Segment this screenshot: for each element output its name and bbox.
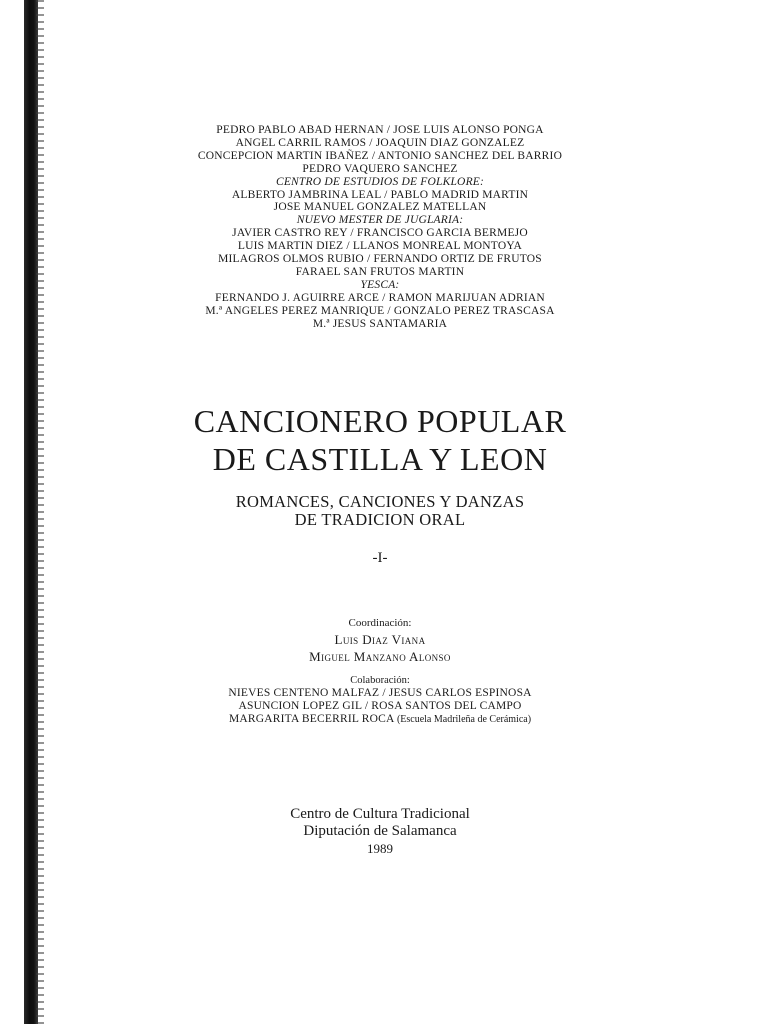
group-heading-yesca: YESCA: [360,278,400,291]
credit-line: JAVIER CASTRO REY / FRANCISCO GARCIA BERMEJO [232,227,528,240]
credit-line: JOSE MANUEL GONZALEZ MATELLAN [273,201,487,214]
collaborator-line: ASUNCION LOPEZ GIL / ROSA SANTOS DEL CAMPO [238,700,522,712]
collaboration-block [60,674,700,726]
book-title [60,402,700,478]
credit-line: M.ª ANGELES PEREZ MANRIQUE / GONZALO PEREZ TRASCASA [205,304,555,317]
title-line-2: DE CASTILLA Y LEON [212,441,548,477]
coordinator-name: Miguel Manzano Alonso [309,649,451,664]
coordination-heading: Coordinación: [348,617,412,629]
subtitle-line-2: DE TRADICION ORAL [294,510,466,529]
credit-line: MILAGROS OLMOS RUBIO / FERNANDO ORTIZ DE FRUTOS [218,253,542,266]
credit-line: M.ª JESUS SANTAMARIA [312,317,448,330]
publisher-institution: Diputación de Salamanca [303,823,457,839]
coordination-block [60,616,700,665]
group-heading-folklore: CENTRO DE ESTUDIOS DE FOLKLORE: [275,175,485,188]
collaborator-line-last [60,713,700,726]
title-line-1: CANCIONERO POPULAR [193,403,567,439]
book-subtitle [60,493,700,529]
credit-line: PEDRO PABLO ABAD HERNAN / JOSE LUIS ALONSO PONGA [216,124,544,136]
credits-block [60,124,700,331]
credit-line: FERNANDO J. AGUIRRE ARCE / RAMON MARIJUAN ADRIAN [215,291,545,304]
collaborator-line: NIEVES CENTENO MALFAZ / JESUS CARLOS ESPINOSA [228,687,532,699]
coordinator-name: Luis Diaz Viana [334,632,426,647]
subtitle-line-1: ROMANCES, CANCIONES Y DANZAS [235,492,525,511]
publisher-name: Centro de Cultura Tradicional [290,806,470,822]
credit-line: PEDRO VAQUERO SANCHEZ [302,162,458,175]
credit-line: LUIS MARTIN DIEZ / LLANOS MONREAL MONTOYA [237,240,523,253]
group-heading-mester: NUEVO MESTER DE JUGLARIA: [296,214,464,227]
collaboration-heading: Colaboración: [350,675,410,686]
credit-line: ALBERTO JAMBRINA LEAL / PABLO MADRID MARTIN [231,188,529,201]
collaborator-affiliation: (Escuela Madrileña de Cerámica) [396,714,532,725]
collaborator-name: MARGARITA BECERRIL ROCA [228,713,394,725]
credit-line: ANGEL CARRIL RAMOS / JOAQUIN DIAZ GONZALEZ [235,136,525,149]
volume-number: -I- [372,550,388,566]
binding-texture [36,0,44,1024]
page-margin [0,0,18,1024]
publication-year: 1989 [367,841,393,856]
credit-line: CONCEPCION MARTIN IBAÑEZ / ANTONIO SANCHEZ DEL BARRIO [197,149,563,162]
publisher-block [60,806,700,857]
credit-line: FARAEL SAN FRUTOS MARTIN [295,265,465,278]
